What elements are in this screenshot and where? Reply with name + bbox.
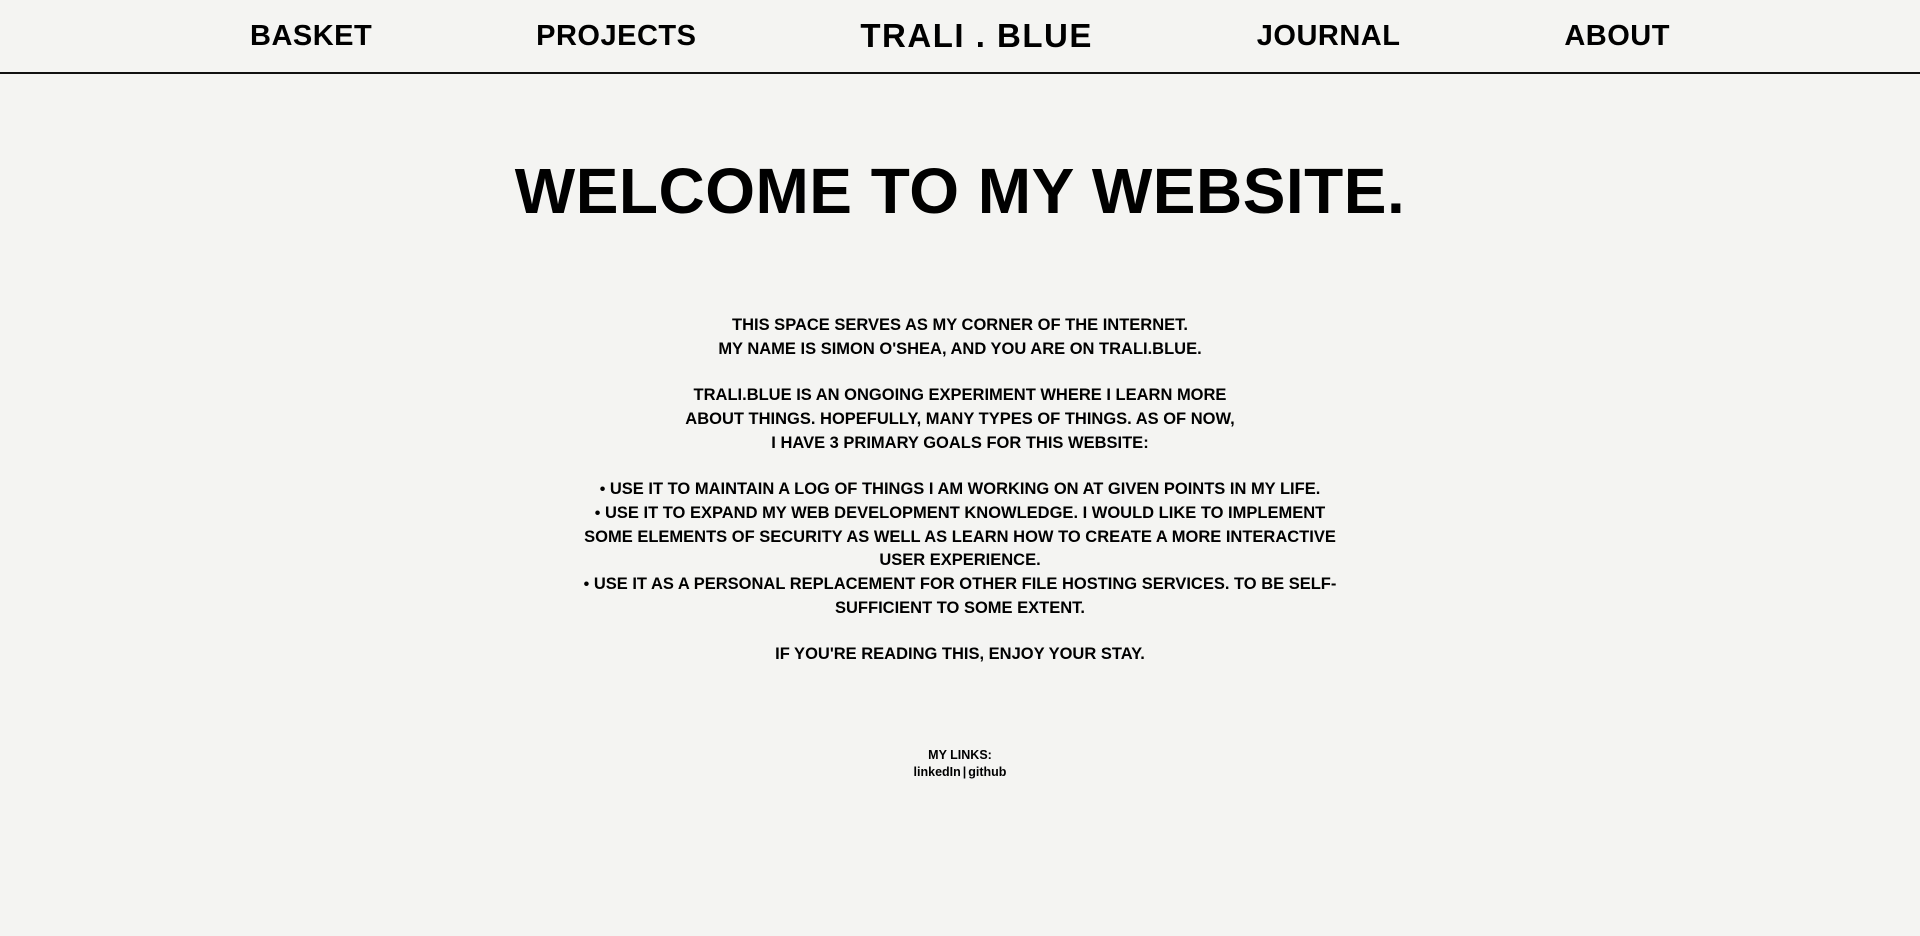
link-github[interactable]: github xyxy=(968,765,1007,779)
top-navigation-bar xyxy=(0,0,1920,74)
bullet-icon: • xyxy=(583,576,590,594)
page-title: WELCOME TO MY WEBSITE. xyxy=(514,155,1406,227)
closing-paragraph: IF YOU'RE READING THIS, ENJOY YOUR STAY. xyxy=(775,645,1145,664)
goal-text: USE IT AS A PERSONAL REPLACEMENT FOR OTHER FILE HOSTING SERVICES. TO BE SELF-SUFFICIENT TO SOME EXTENT. xyxy=(593,575,1337,618)
site-logo-trali-blue[interactable]: TRALI . BLUE xyxy=(860,17,1093,54)
nav-item-journal[interactable]: JOURNAL xyxy=(1256,19,1401,52)
intro-paragraph xyxy=(580,314,1340,362)
experiment-line-2: ABOUT THINGS. HOPEFULLY, MANY TYPES OF THINGS. AS OF NOW, xyxy=(685,409,1235,428)
nav-inner xyxy=(250,17,1670,55)
link-linkedin[interactable]: linkedIn xyxy=(913,765,961,779)
footer-links xyxy=(914,747,1007,781)
bullet-icon: • xyxy=(594,504,601,522)
experiment-line-1: TRALI.BLUE IS AN ONGOING EXPERIMENT WHERE I LEARN MORE xyxy=(693,385,1227,404)
main-content xyxy=(0,74,1920,936)
link-separator: | xyxy=(962,765,967,779)
bullet-icon: • xyxy=(599,480,606,498)
nav-item-projects[interactable]: PROJECTS xyxy=(536,19,697,52)
intro-line-1: THIS SPACE SERVES AS MY CORNER OF THE INTERNET. xyxy=(732,316,1188,335)
nav-item-about[interactable]: ABOUT xyxy=(1564,19,1670,52)
experiment-line-3: I HAVE 3 PRIMARY GOALS FOR THIS WEBSITE: xyxy=(771,433,1149,452)
links-title: MY LINKS: xyxy=(928,748,992,763)
experiment-paragraph xyxy=(580,384,1340,456)
list-item xyxy=(580,573,1340,621)
goals-list xyxy=(580,478,1340,622)
intro-text-block xyxy=(580,314,1340,667)
goal-text: USE IT TO EXPAND MY WEB DEVELOPMENT KNOWLEDGE. I WOULD LIKE TO IMPLEMENT SOME ELEMENTS OF SECURITY AS WELL AS LEARN HOW TO CREATE A MORE INTERACTIVE USER EXPERIENCE. xyxy=(584,503,1336,570)
list-item xyxy=(580,478,1340,502)
list-item xyxy=(580,502,1340,574)
nav-item-basket[interactable]: BASKET xyxy=(250,19,373,52)
intro-line-2: MY NAME IS SIMON O'SHEA, AND YOU ARE ON TRALI.BLUE. xyxy=(718,339,1202,358)
goal-text: USE IT TO MAINTAIN A LOG OF THINGS I AM WORKING ON AT GIVEN POINTS IN MY LIFE. xyxy=(609,479,1321,498)
